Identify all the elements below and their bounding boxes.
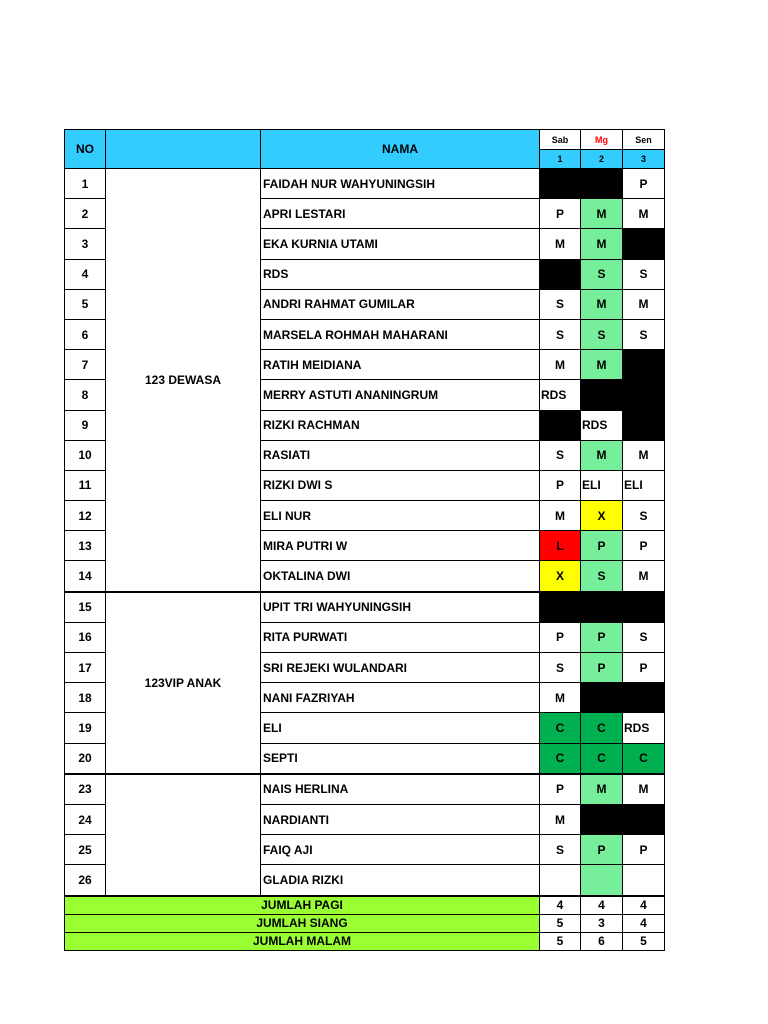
shift-cell: P [623,835,665,865]
shift-schedule-table [64,129,665,951]
shift-cell [581,804,623,834]
shift-cell: M [623,774,665,805]
row-number: 14 [65,561,106,592]
total-value: 5 [540,914,581,932]
shift-cell: X [540,561,581,592]
employee-name: UPIT TRI WAHYUNINGSIH [261,592,540,623]
shift-cell: C [540,713,581,743]
shift-cell: M [623,561,665,592]
row-number: 9 [65,410,106,440]
row-number: 26 [65,865,106,896]
row-number: 13 [65,531,106,561]
row-number: 20 [65,743,106,774]
row-number: 5 [65,289,106,319]
row-number: 11 [65,470,106,500]
shift-cell: S [540,289,581,319]
shift-cell: P [540,199,581,229]
shift-cell: ELI [581,470,623,500]
row-number: 4 [65,259,106,289]
employee-name: ELI [261,713,540,743]
total-value: 3 [581,914,623,932]
shift-cell: M [581,199,623,229]
employee-name: SEPTI [261,743,540,774]
shift-cell [581,380,623,410]
header-day-name: Sab [540,130,581,150]
shift-cell [581,865,623,896]
shift-cell: L [540,531,581,561]
row-number: 24 [65,804,106,834]
shift-cell: M [581,774,623,805]
shift-cell: P [581,653,623,683]
shift-cell [540,169,581,199]
employee-name: APRI LESTARI [261,199,540,229]
total-value: 6 [581,932,623,950]
shift-cell [623,229,665,259]
group-label: 123VIP ANAK [106,592,261,774]
shift-cell [623,804,665,834]
shift-cell: S [581,319,623,349]
row-number: 19 [65,713,106,743]
employee-name: NAIS HERLINA [261,774,540,805]
employee-name: RATIH MEIDIANA [261,350,540,380]
shift-cell [581,169,623,199]
row-number: 3 [65,229,106,259]
employee-name: ANDRI RAHMAT GUMILAR [261,289,540,319]
shift-cell [623,350,665,380]
employee-name: NANI FAZRIYAH [261,683,540,713]
row-number: 10 [65,440,106,470]
shift-cell: RDS [581,410,623,440]
employee-name: RITA PURWATI [261,622,540,652]
shift-cell: S [540,653,581,683]
total-value: 5 [623,932,665,950]
total-value: 4 [581,896,623,915]
employee-name: FAIQ AJI [261,835,540,865]
shift-cell: M [623,289,665,319]
shift-cell: P [581,835,623,865]
shift-cell: C [581,743,623,774]
shift-cell: M [581,229,623,259]
employee-name: RDS [261,259,540,289]
shift-cell: P [581,531,623,561]
shift-cell: P [623,531,665,561]
shift-cell: S [581,561,623,592]
total-label: JUMLAH MALAM [65,932,540,950]
row-number: 15 [65,592,106,623]
total-row [65,914,665,932]
table-body [65,130,665,951]
shift-cell: M [540,350,581,380]
group-label: 123 DEWASA [106,169,261,592]
employee-name: GLADIA RIZKI [261,865,540,896]
total-value: 4 [623,896,665,915]
shift-cell: S [540,319,581,349]
employee-name: RIZKI DWI S [261,470,540,500]
row-number: 23 [65,774,106,805]
header-day-number: 1 [540,150,581,169]
shift-cell: S [623,622,665,652]
row-number: 1 [65,169,106,199]
shift-cell: X [581,501,623,531]
header-nama: NAMA [261,130,540,169]
shift-cell [623,410,665,440]
shift-cell: S [623,259,665,289]
shift-cell: M [540,501,581,531]
shift-cell: P [623,169,665,199]
shift-cell [540,410,581,440]
employee-name: RIZKI RACHMAN [261,410,540,440]
shift-cell: S [540,440,581,470]
employee-name: ELI NUR [261,501,540,531]
shift-cell: S [623,319,665,349]
employee-name: MARSELA ROHMAH MAHARANI [261,319,540,349]
shift-cell [540,592,581,623]
shift-cell: C [581,713,623,743]
row-number: 17 [65,653,106,683]
group-label [106,774,261,896]
row-number: 25 [65,835,106,865]
header-day-name: Sen [623,130,665,150]
total-label: JUMLAH SIANG [65,914,540,932]
header-row-days [65,130,665,150]
shift-cell: M [540,229,581,259]
employee-name: MERRY ASTUTI ANANINGRUM [261,380,540,410]
shift-cell [540,865,581,896]
employee-name: NARDIANTI [261,804,540,834]
shift-cell [623,865,665,896]
row-number: 16 [65,622,106,652]
employee-name: MIRA PUTRI W [261,531,540,561]
shift-cell: M [581,350,623,380]
shift-cell [623,683,665,713]
shift-cell: M [623,440,665,470]
shift-cell [581,592,623,623]
shift-cell [623,592,665,623]
shift-cell: M [581,289,623,319]
shift-cell: P [540,622,581,652]
total-value: 5 [540,932,581,950]
shift-cell [623,380,665,410]
shift-cell [581,683,623,713]
header-day-number: 3 [623,150,665,169]
total-label: JUMLAH PAGI [65,896,540,915]
row-number: 7 [65,350,106,380]
shift-cell: C [623,743,665,774]
employee-name: EKA KURNIA UTAMI [261,229,540,259]
shift-cell: P [540,470,581,500]
header-day-name: Mg [581,130,623,150]
row-number: 8 [65,380,106,410]
shift-cell: RDS [623,713,665,743]
employee-name: FAIDAH NUR WAHYUNINGSIH [261,169,540,199]
shift-cell: ELI [623,470,665,500]
table-row [65,592,665,623]
header-no: NO [65,130,106,169]
header-day-number: 2 [581,150,623,169]
shift-cell: S [623,501,665,531]
total-row [65,932,665,950]
shift-cell [540,259,581,289]
row-number: 12 [65,501,106,531]
shift-cell: M [540,683,581,713]
shift-cell: RDS [540,380,581,410]
table-row [65,169,665,199]
shift-cell: P [581,622,623,652]
table-row [65,774,665,805]
employee-name: RASIATI [261,440,540,470]
header-group [106,130,261,169]
total-row [65,896,665,915]
shift-cell: M [540,804,581,834]
shift-cell: S [540,835,581,865]
employee-name: SRI REJEKI WULANDARI [261,653,540,683]
shift-cell: C [540,743,581,774]
shift-cell: M [581,440,623,470]
shift-cell: M [623,199,665,229]
row-number: 2 [65,199,106,229]
total-value: 4 [540,896,581,915]
shift-cell: P [540,774,581,805]
shift-cell: S [581,259,623,289]
row-number: 18 [65,683,106,713]
employee-name: OKTALINA DWI [261,561,540,592]
shift-cell: P [623,653,665,683]
total-value: 4 [623,914,665,932]
row-number: 6 [65,319,106,349]
